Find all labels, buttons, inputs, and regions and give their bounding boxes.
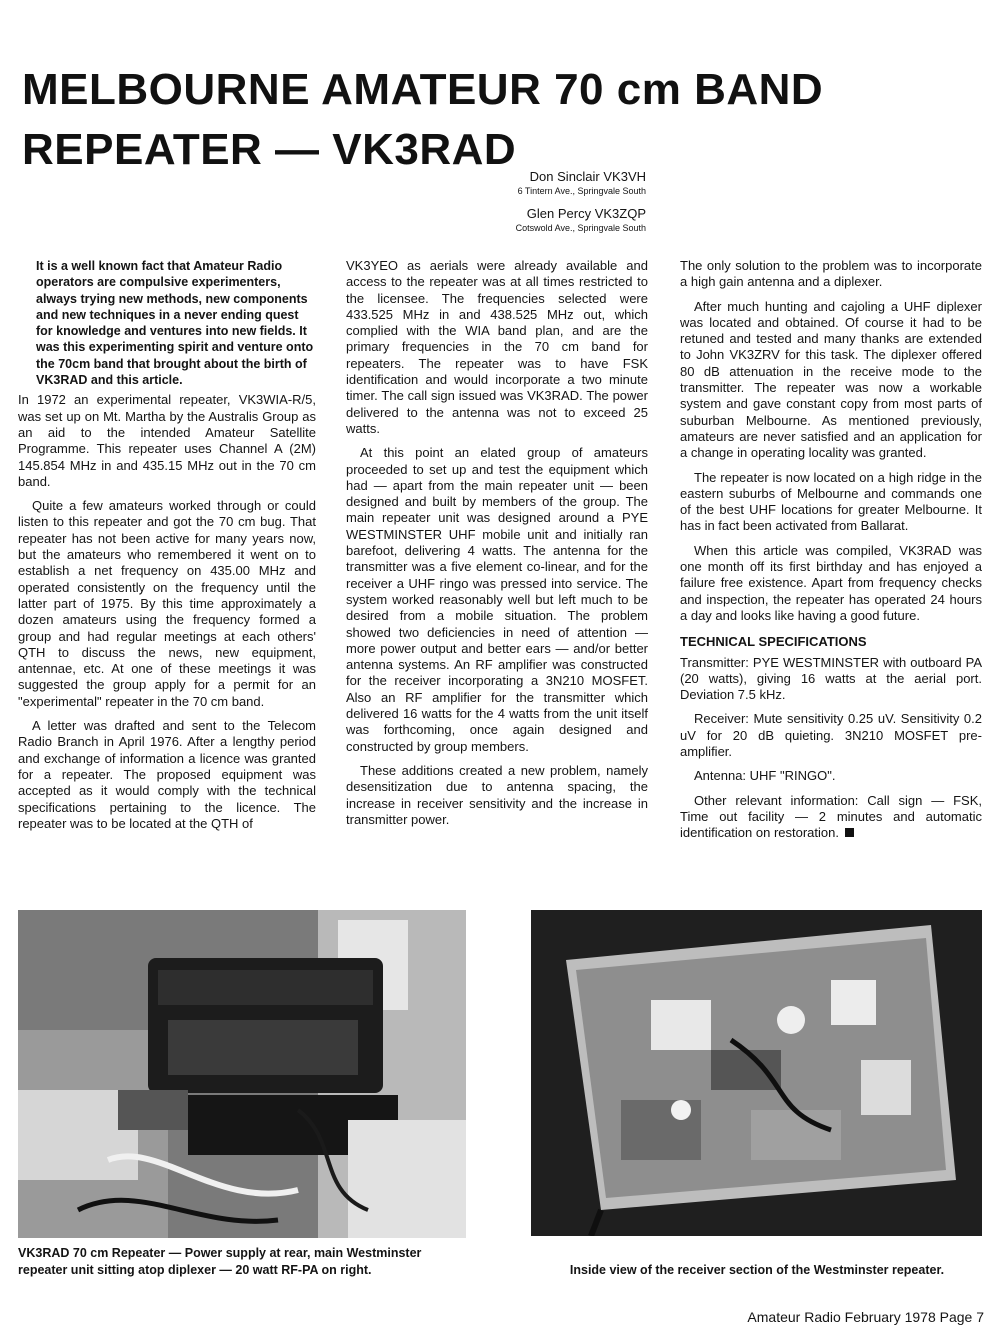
author-address: 6 Tintern Ave., Springvale South [517, 186, 646, 196]
repeater-photo [18, 910, 466, 1238]
author-name: Don Sinclair VK3VH [529, 169, 646, 184]
receiver-photo-illustration [531, 910, 982, 1236]
spec-item-text: Other relevant information: Call sign — FSK, Time out facility — 2 minutes and automatic identification on restoration. [680, 792, 982, 841]
text-column-3 [680, 258, 982, 850]
body-paragraph: In 1972 an experimental repeater, VK3WIA-R/5, was set up on Mt. Martha by the Australis Group as an aid to the intended Amateur Satellite Programme. This repeater uses Channel A (2M) 145.854 MHz in and 435.15 MHz out in the 70 cm band. [18, 392, 316, 489]
body-paragraph: After much hunting and cajoling a UHF diplexer was located and obtained. Of course it had to be retuned and tested and many thanks are extended to John VK3ZRV for this task. The diplexer offered 80 dB attenuation in the receive mode to the transmitter. The repeater was now a workable system and gave constant copy from most parts of suburban Melbourne. As mentioned previously, amateurs are never satisfied and an application for a change in operating locality was granted. [680, 298, 982, 461]
body-paragraph: VK3YEO as aerials were already available and access to the repeater was at all times restricted to the licensee. The frequencies selected were 433.525 MHz in and 438.525 MHz out, which complied with the WIA band plan, and are the primary frequencies in the 70 cm band for repeaters. The repeater was to have FSK identification and would incorporate a two minute timer. The call sign issued was VK3RAD. The power delivered to the antenna was not to exceed 25 watts. [346, 258, 648, 436]
specs-heading: TECHNICAL SPECIFICATIONS [680, 634, 867, 650]
spec-item: Antenna: UHF "RINGO". [694, 768, 836, 784]
spec-item [680, 793, 982, 842]
author-block [400, 168, 646, 242]
repeater-photo-illustration [18, 910, 466, 1238]
spec-item: Transmitter: PYE WESTMINSTER with outboard PA (20 watts), giving 16 watts at the aerial port. Deviation 7.5 kHz. [680, 654, 982, 703]
body-paragraph: A letter was drafted and sent to the Telecom Radio Branch in April 1976. After a lengthy period and exchange of information a licence was granted for a repeater. The proposed equipment was accepted as it would comply with the technical specifications pertaining to the licence. The repeater was to be located at the QTH of [18, 718, 316, 831]
author-name: Glen Percy VK3ZQP [526, 206, 646, 221]
article-title: MELBOURNE AMATEUR 70 cm BAND REPEATER — VK3RAD [22, 65, 824, 174]
end-mark-icon [845, 828, 854, 837]
body-paragraph: The only solution to the problem was to incorporate a high gain antenna and a diplexer. [680, 258, 982, 290]
text-column-1 [18, 258, 316, 840]
text-column-2 [346, 258, 648, 836]
body-paragraph: At this point an elated group of amateurs proceeded to set up and test the equipment which had — apart from the main repeater unit — been designed and built by members of the group. The main repeater unit was designed around a PYE WESTMINSTER UHF mobile unit and initially ran barefoot, delivering 4 watts. The antenna for the transmitter was a five element co-linear, and for the receiver a UHF ringo was pressed into service. The system worked reasonably well but left much to be desired from a mobile situation. The problem showed two deficiencies in need of attention — more power output and better ears — and/or better antenna systems. An RF amplifier was constructed for the receiver incorporating a 3N210 MOSFET. Also an RF amplifier for the transmitter which delivered 16 watts for the 4 watts from the unit itself was forthcoming, once again designed and constructed by group members. [346, 445, 648, 754]
author-address: Cotswold Ave., Springvale South [515, 223, 646, 233]
photo-caption-right: Inside view of the receiver section of the Westminster repeater. [569, 1263, 945, 1277]
lead-paragraph: It is a well known fact that Amateur Radio operators are compulsive experimenters, always trying new methods, new components and new techniques in a never ending quest for knowledge and ventures into new fields. It was this experimenting spirit and venture onto the 70cm band that brought about the birth of VK3RAD and this article. [36, 259, 314, 388]
body-paragraph: These additions created a new problem, namely desensitization due to antenna spacing, the increase in receiver sensitivity and the increase in transmitter power. [346, 762, 648, 827]
photo-caption-left: VK3RAD 70 cm Repeater — Power supply at rear, main Westminster repeater unit sitting atop diplexer — 20 watt RF-PA on right. [18, 1246, 422, 1277]
body-paragraph: The repeater is now located on a high ridge in the eastern suburbs of Melbourne and commands one of the best UHF locations for greater Melbourne. It has in fact been activated from Ballarat. [680, 469, 982, 534]
receiver-section-photo [531, 910, 982, 1236]
body-paragraph: Quite a few amateurs worked through or could listen to this repeater and got the 70 cm bug. That repeater has not been active for many years now, but the amateurs who remembered it went on to establish a net frequency on 435.00 MHz and operated consistently on the frequency until the latter part of 1975. By this time approximately a dozen amateurs using the frequency formed a group and had regular meetings at each others' QTH to discuss the news, new equipment, antennae, etc. At one of these meetings it was suggested the group apply for a permit for an "experimental" repeater in the 70 cm band. [18, 498, 316, 709]
body-paragraph: When this article was compiled, VK3RAD was one month off its first birthday and has enjoyed a failure free existence. Apart from frequency checks and inspection, the repeater has operated 24 hours a day and looks like having a good future. [680, 542, 982, 623]
page-footer: Amateur Radio February 1978 Page 7 [747, 1309, 984, 1325]
spec-item: Receiver: Mute sensitivity 0.25 uV. Sensitivity 0.2 uV for 20 dB quieting. 3N210 MOSFET pre-amplifier. [680, 711, 982, 760]
